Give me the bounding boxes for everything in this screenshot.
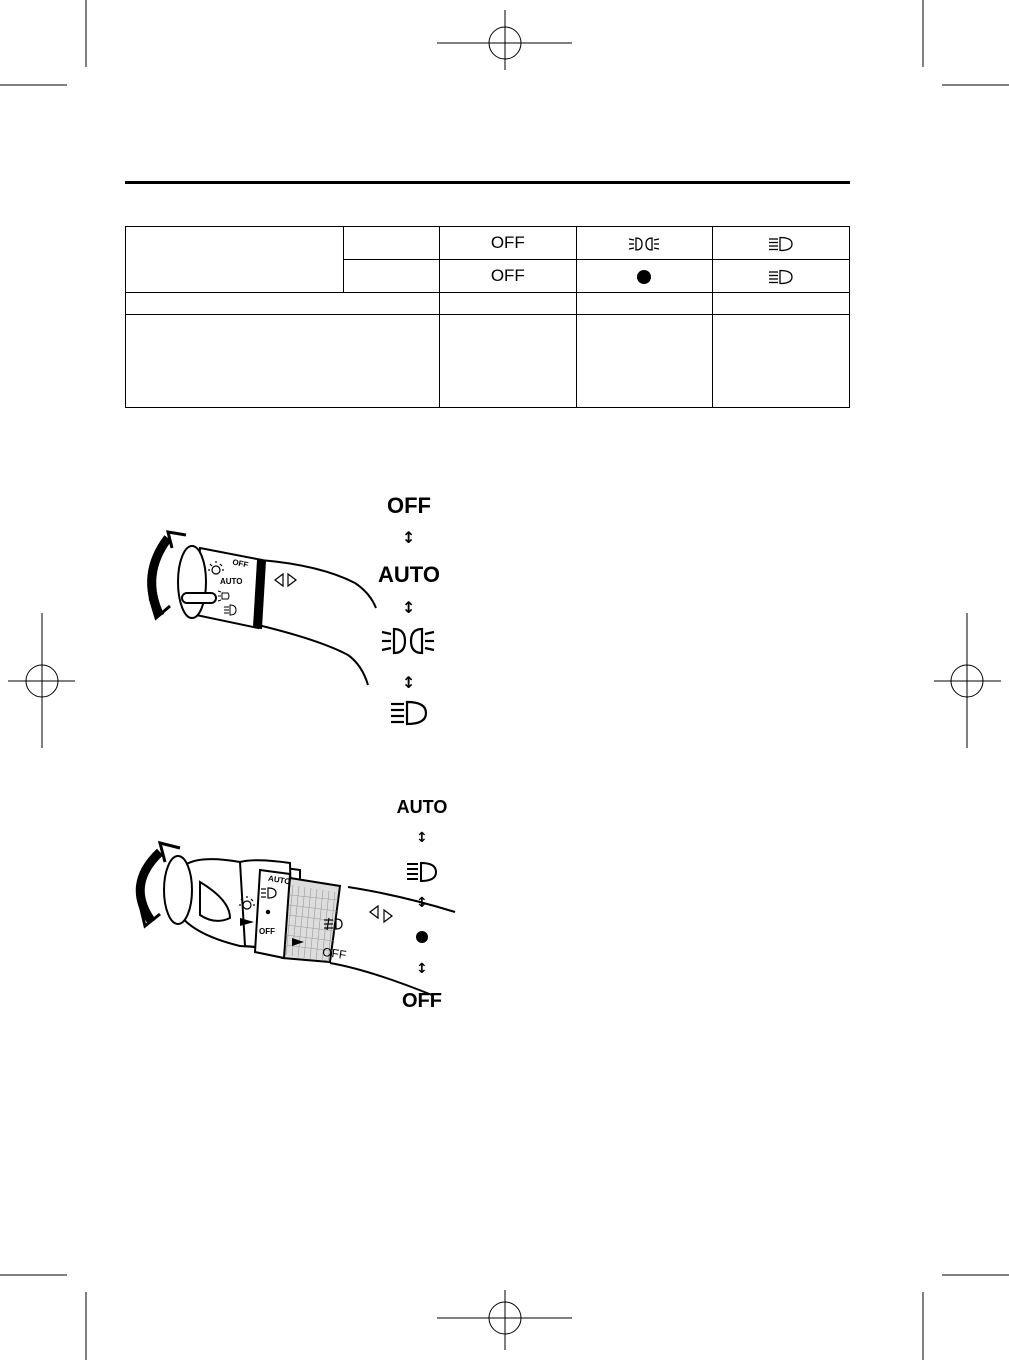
dial-auto-label: AUTO	[220, 577, 243, 586]
dot-icon	[415, 930, 429, 944]
dial-off-label: OFF	[259, 927, 275, 936]
off-label: OFF	[490, 233, 525, 252]
up-down-arrow-icon: ↕	[416, 830, 428, 846]
position-label-off: OFF	[402, 990, 442, 1012]
up-down-arrow-icon: ↕	[402, 673, 416, 692]
fog-off-label: OFF	[321, 944, 348, 963]
off-label: OFF	[490, 266, 525, 285]
up-down-arrow-icon: ↕	[416, 895, 428, 911]
up-down-arrow-icon: ↕	[402, 598, 416, 617]
up-down-arrow-icon: ↕	[416, 961, 428, 977]
headlight-icon	[405, 861, 439, 883]
dial-auto-label: AUTO	[267, 873, 292, 887]
up-down-arrow-icon: ↕	[402, 528, 416, 547]
position-label-off: OFF	[387, 493, 431, 518]
dial-off-label: OFF	[231, 557, 250, 570]
position-label-auto: AUTO	[378, 562, 440, 587]
position-label-auto: AUTO	[396, 797, 448, 817]
